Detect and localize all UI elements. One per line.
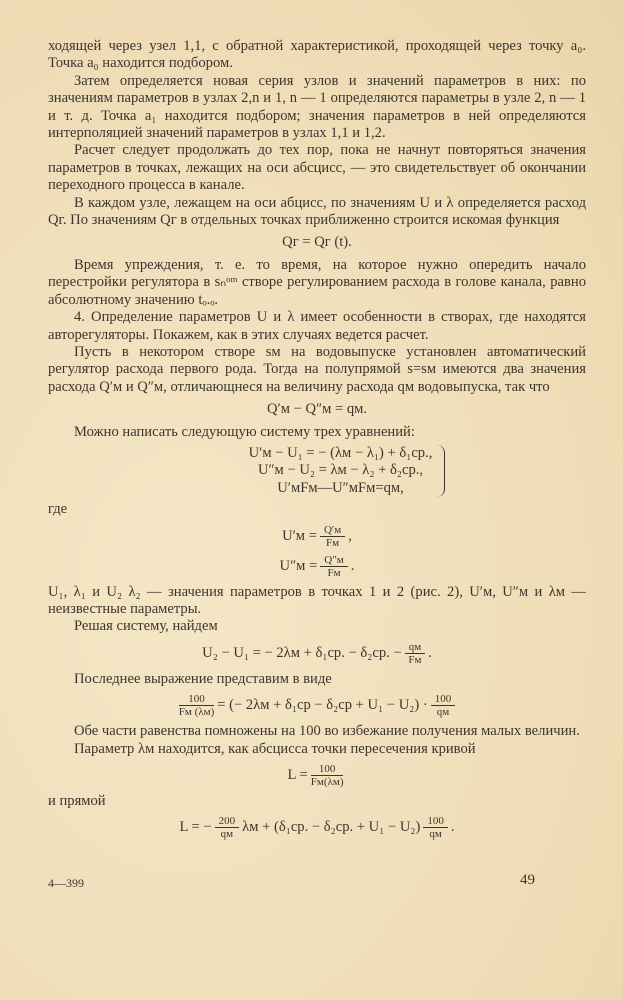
equation-discharge-difference: Q′м − Q″м = qм. [266,401,368,418]
fraction [431,693,456,718]
equation-u-difference [48,641,586,666]
denominator: qм [220,828,234,841]
paragraph: В каждом узле, лежащем на оси абцисс, по значениям U и λ определяется расход Qг. По значениям Qг в отдельных точках приближенно строится искомая функция [48,194,586,229]
fraction [320,524,345,549]
equation-curve [48,763,586,788]
eq-lhs: U′м = [282,527,317,544]
paragraph: Параметр λм находится, как абсцисса точки пересечения кривой [74,740,476,757]
paragraph: где [48,501,68,518]
system-row: U″м − U₂ = λм − λ₂ + δ₂ср., [257,462,424,479]
eq-end: . [428,644,432,661]
paragraph: Можно написать следующую систему трех уравнений: [74,423,415,440]
eq-end: , [348,527,352,544]
equation-scaled [48,693,586,718]
paragraph: Затем определяется новая серия узлов и значений параметров в них: по значениям параметров в узлах 2,n и 1, n — 1 определяются параметры в узле 2, n — 1 и т. д. Точка a₁ находится подбором; значения параметров в ней определяются интерполяцией значений параметров в узлах 1,1 и 1,2. [48,72,586,142]
system-row: U′м − U₁ = − (λм − λ₁) + δ₁ср., [248,444,433,461]
numerator: qм [405,641,425,654]
numerator: 100 [423,815,448,828]
system-row: U′мFм—U″мFм=qм, [277,479,404,496]
paragraph: ходящей через узел 1,1, с обратной характеристикой, проходящей через точку a₀. Точка a₀ находится подбором. [48,38,586,72]
denominator: Fм [327,566,341,579]
numerator: 100 [179,693,214,706]
paragraph: Последнее выражение представим в виде [74,670,332,687]
paragraph: 4. Определение параметров U и λ имеет особенности в створах, где находятся авторегуляторы. Покажем, как в этих случаях ведется расчет. [48,309,586,343]
eq-mid: = (− 2λм + δ₁ср − δ₂ср + U₁ − U₂) · [217,697,428,714]
denominator: qм [436,706,450,719]
numerator: 200 [215,815,240,828]
numerator: 100 [311,763,344,776]
page-number: 49 [520,872,535,888]
eq-lhs: U₂ − U₁ = − 2λм + δ₁ср. − δ₂ср. − [202,644,402,661]
equation-u-prime [48,524,586,549]
page-body [48,38,586,845]
paragraph: и прямой [48,793,106,809]
denominator: Fм [408,653,422,666]
eq-lhs: U″м = [279,557,318,574]
signature-mark: 4—399 [48,876,84,890]
fraction [179,693,214,718]
fraction [215,815,240,840]
fraction [405,641,425,666]
equation-line [48,815,586,840]
fraction [320,554,348,579]
denominator: qм [429,828,442,841]
numerator: 100 [431,693,456,706]
denominator: Fм [326,536,340,549]
paragraph: Обе части равенства помножены на 100 во избежание получения малых величин. [74,723,580,740]
fraction [311,763,344,788]
paragraph: Время упреждения, т. е. то время, на которое нужно опередить начало перестройки регулятора в sₙᵒᵐ створе регулированием расхода в голове канала, равно абсолютному значению tₒ.ₒ. [48,256,586,308]
paragraph: Пусть в некотором створе sм на водовыпуске установлен автоматический регулятор расхода первого рода. Тогда на полупрямой s=sм имеются два значения расхода Q′м и Q″м, отличающнеся на величину расхода qм водовыпуска, так что [48,343,586,395]
eq-lhs: L = − [179,819,212,836]
equation-system [48,445,586,497]
denominator: Fм (λм) [178,706,215,719]
paragraph: Решая систему, найдем [74,618,218,635]
paragraph: Расчет следует продолжать до тех пор, пока не начнут повторяться значения параметров в точках, лежащих на оси абсцисс, — это свидетельствует об окончании переходного процесса в канале. [48,142,586,194]
denominator: Fм(λм) [310,776,344,788]
eq-end: . [450,819,455,836]
fraction [423,815,448,840]
numerator: Q′м [320,524,345,537]
equation-u-double-prime [48,554,586,579]
numerator: Q″м [320,554,348,567]
paragraph: U₁, λ₁ и U₂ λ₂ — значения параметров в точках 1 и 2 (рис. 2), U′м, U″м и λм — неизвестные параметры. [48,583,586,617]
eq-end: . [350,557,355,574]
eq-lhs: L = [287,766,308,783]
eq-mid: λм + (δ₁ср. − δ₂ср. + U₁ − U₂) [242,819,421,836]
equation-q-function: Qг = Qг (t). [282,234,352,251]
